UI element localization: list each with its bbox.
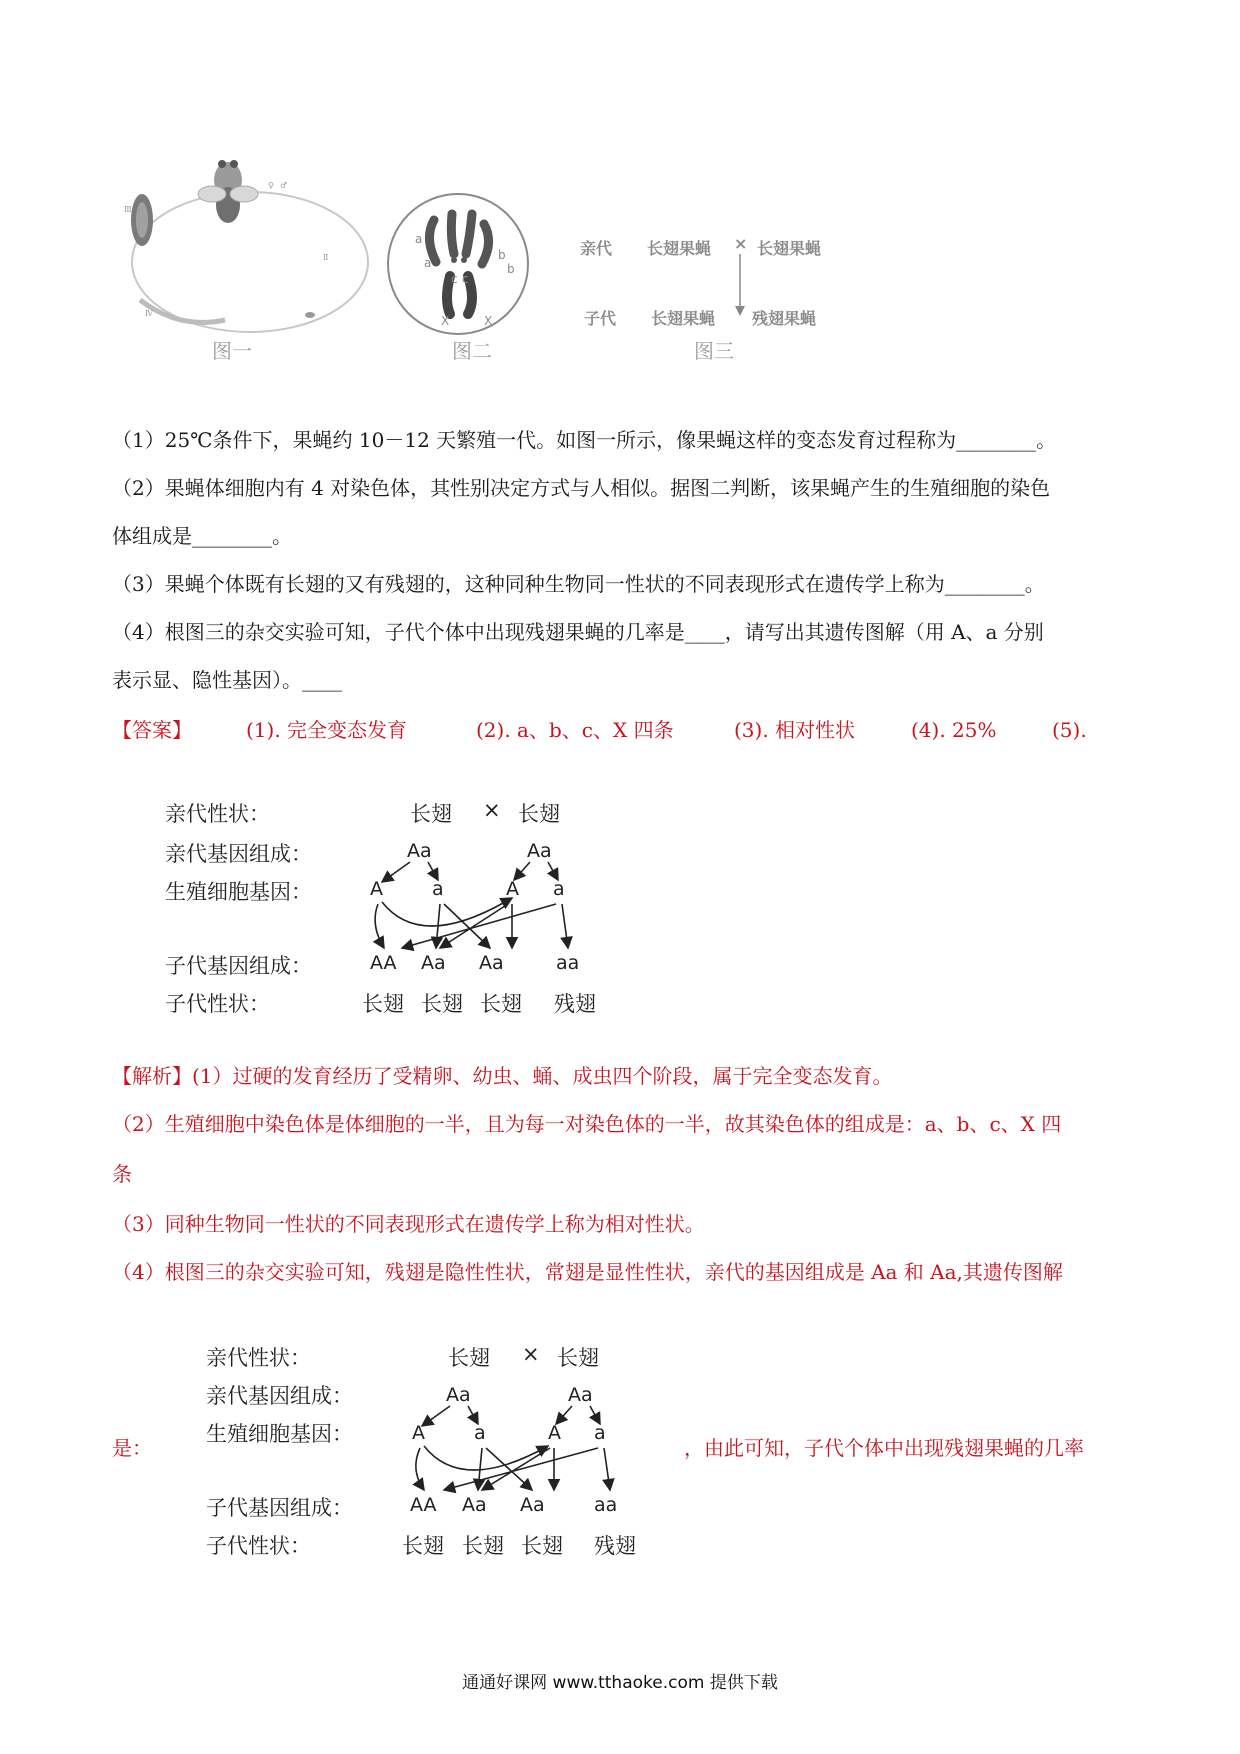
fig3-child-a: 长翅果蝇 [651,309,716,328]
gd2-child-gene-3: Aa [520,1494,545,1516]
gd2-child-gene-4: aa [594,1494,618,1516]
gd2-parent-gene-b: Aa [568,1384,593,1406]
gd1-child-trait-1: 长翅 [362,992,404,1016]
gd2-row-child-genes: 子代基因组成： [206,1496,353,1520]
chromosome-label-a2: a [424,256,432,270]
answer-4: (4). 25% [911,718,997,742]
gd1-gamete-1: A [370,878,383,900]
svg-text:Ⅱ: Ⅱ [323,253,329,262]
analysis-p4: （4）根图三的杂交实验可知，残翅是隐性性状，常翅是显性性状，亲代的基因组成是 Aa 和 Aa,其遗传图解 [112,1260,1063,1284]
fig3-parent-b: 长翅果蝇 [757,239,822,258]
answer-1: (1). 完全变态发育 [246,718,408,742]
svg-text:Ⅲ: Ⅲ [124,205,132,214]
gd1-child-gene-4: aa [556,952,580,974]
chromosome-label-c1: c [451,272,458,286]
gd1-row-child-genes: 子代基因组成： [165,954,312,978]
analysis-p3: （3）同种生物同一性状的不同表现形式在遗传学上称为相对性状。 [112,1212,705,1236]
question-3: （3）果蝇个体既有长翅的又有残翅的，这种同种生物同一性状的不同表现形式在遗传学上称为________。 [112,572,1045,596]
question-4-line-2: 表示显、隐性基因）。____ [112,668,342,692]
chromosome-label-a1: a [415,232,423,246]
gd1-gamete-2: a [432,878,444,900]
gd1-row-gamete-genes: 生殖细胞基因： [165,880,312,904]
gd2-child-trait-1: 长翅 [402,1534,444,1558]
figure-1-caption: 图一 [212,339,252,363]
gd2-row-parent-genes: 亲代基因组成： [206,1384,353,1408]
gd1-row-child-traits: 子代性状： [165,992,270,1016]
chromosome-label-x2: X [484,314,493,328]
page-footer: 通通好课网 www.tthaoke.com 提供下载 [462,1673,778,1693]
analysis-p2-line-2: 条 [112,1162,132,1186]
chromosome-label-b2: b [507,262,515,276]
answer-tag: 【答案】 [112,718,192,742]
answer-3: (3). 相对性状 [734,718,856,742]
gd2-gamete-3: A [548,1422,561,1444]
gd2-child-gene-1: AA [410,1494,437,1516]
fig3-parent-a: 长翅果蝇 [647,239,712,258]
analysis-tag: 【解析】 [112,1064,192,1088]
gd2-row-parent-traits: 亲代性状： [206,1346,311,1370]
analysis-p5-left: 是： [112,1436,152,1460]
gd1-parent-gene-b: Aa [527,840,552,862]
figure-2-caption: 图二 [452,339,492,363]
gd2-cross: × [522,1342,540,1366]
svg-text:♀: ♀ [268,181,274,190]
gd1-row-parent-traits: 亲代性状： [165,802,270,826]
answer-2: (2). a、b、c、X 四条 [476,718,674,742]
fig3-child-b: 残翅果蝇 [752,309,817,328]
gd1-cross: × [483,798,501,822]
gd2-gamete-2: a [474,1422,486,1444]
gd2-child-gene-2: Aa [462,1494,487,1516]
fig3-child-label: 子代 [584,309,617,328]
fig3-parent-label: 亲代 [580,239,613,258]
question-1: （1）25℃条件下，果蝇约 10－12 天繁殖一代。如图一所示，像果蝇这样的变态发育过程称为________。 [112,428,1057,452]
gd2-gamete-4: a [594,1422,606,1444]
fig3-cross: × [734,234,748,253]
gd1-parent-gene-a: Aa [407,840,432,862]
gd1-parent-trait-b: 长翅 [518,802,560,826]
gd2-child-trait-4: 残翅 [594,1534,636,1558]
question-2-line-2: 体组成是________。 [112,524,292,548]
chromosome-label-x1: X [441,314,450,328]
gd2-parent-trait-b: 长翅 [557,1346,599,1370]
gd1-child-gene-2: Aa [421,952,446,974]
gd1-child-gene-1: AA [370,952,397,974]
gd2-parent-trait-a: 长翅 [448,1346,490,1370]
figure-3-caption: 图三 [694,339,734,363]
svg-text:♂: ♂ [280,181,288,190]
gd2-child-trait-3: 长翅 [521,1534,563,1558]
chromosome-label-b1: b [498,248,506,262]
analysis-p2-line-1: （2）生殖细胞中染色体是体细胞的一半，且为每一对染色体的一半，故其染色体的组成是：a、b、c、X 四 [112,1112,1062,1136]
chromosome-label-c2: c [462,272,469,286]
gd2-row-gamete-genes: 生殖细胞基因： [206,1422,353,1446]
gd2-gamete-1: A [412,1422,425,1444]
gd1-gamete-3: A [506,878,519,900]
question-2-line-1: （2）果蝇体细胞内有 4 对染色体，其性别决定方式与人相似。据图二判断，该果蝇产生的生殖细胞的染色 [112,476,1051,500]
answer-5: (5). [1052,718,1087,742]
gd2-child-trait-2: 长翅 [462,1534,504,1558]
gd1-child-gene-3: Aa [479,952,504,974]
gd1-gamete-4: a [553,878,565,900]
gd2-parent-gene-a: Aa [446,1384,471,1406]
gd2-row-child-traits: 子代性状： [206,1534,311,1558]
svg-text:Ⅳ: Ⅳ [145,309,153,318]
analysis-p1: (1）过硬的发育经历了受精卵、幼虫、蛹、成虫四个阶段，属于完全变态发育。 [192,1064,893,1088]
gd1-parent-trait-a: 长翅 [410,802,452,826]
gd1-child-trait-4: 残翅 [554,992,596,1016]
analysis-p5-right: ，由此可知，子代个体中出现残翅果蝇的几率 [684,1436,1084,1460]
gd1-child-trait-3: 长翅 [480,992,522,1016]
gd1-row-parent-genes: 亲代基因组成： [165,842,312,866]
question-4-line-1: （4）根图三的杂交实验可知，子代个体中出现残翅果蝇的几率是____，请写出其遗传图解（用 A、a 分别 [112,620,1044,644]
gd1-child-trait-2: 长翅 [421,992,463,1016]
